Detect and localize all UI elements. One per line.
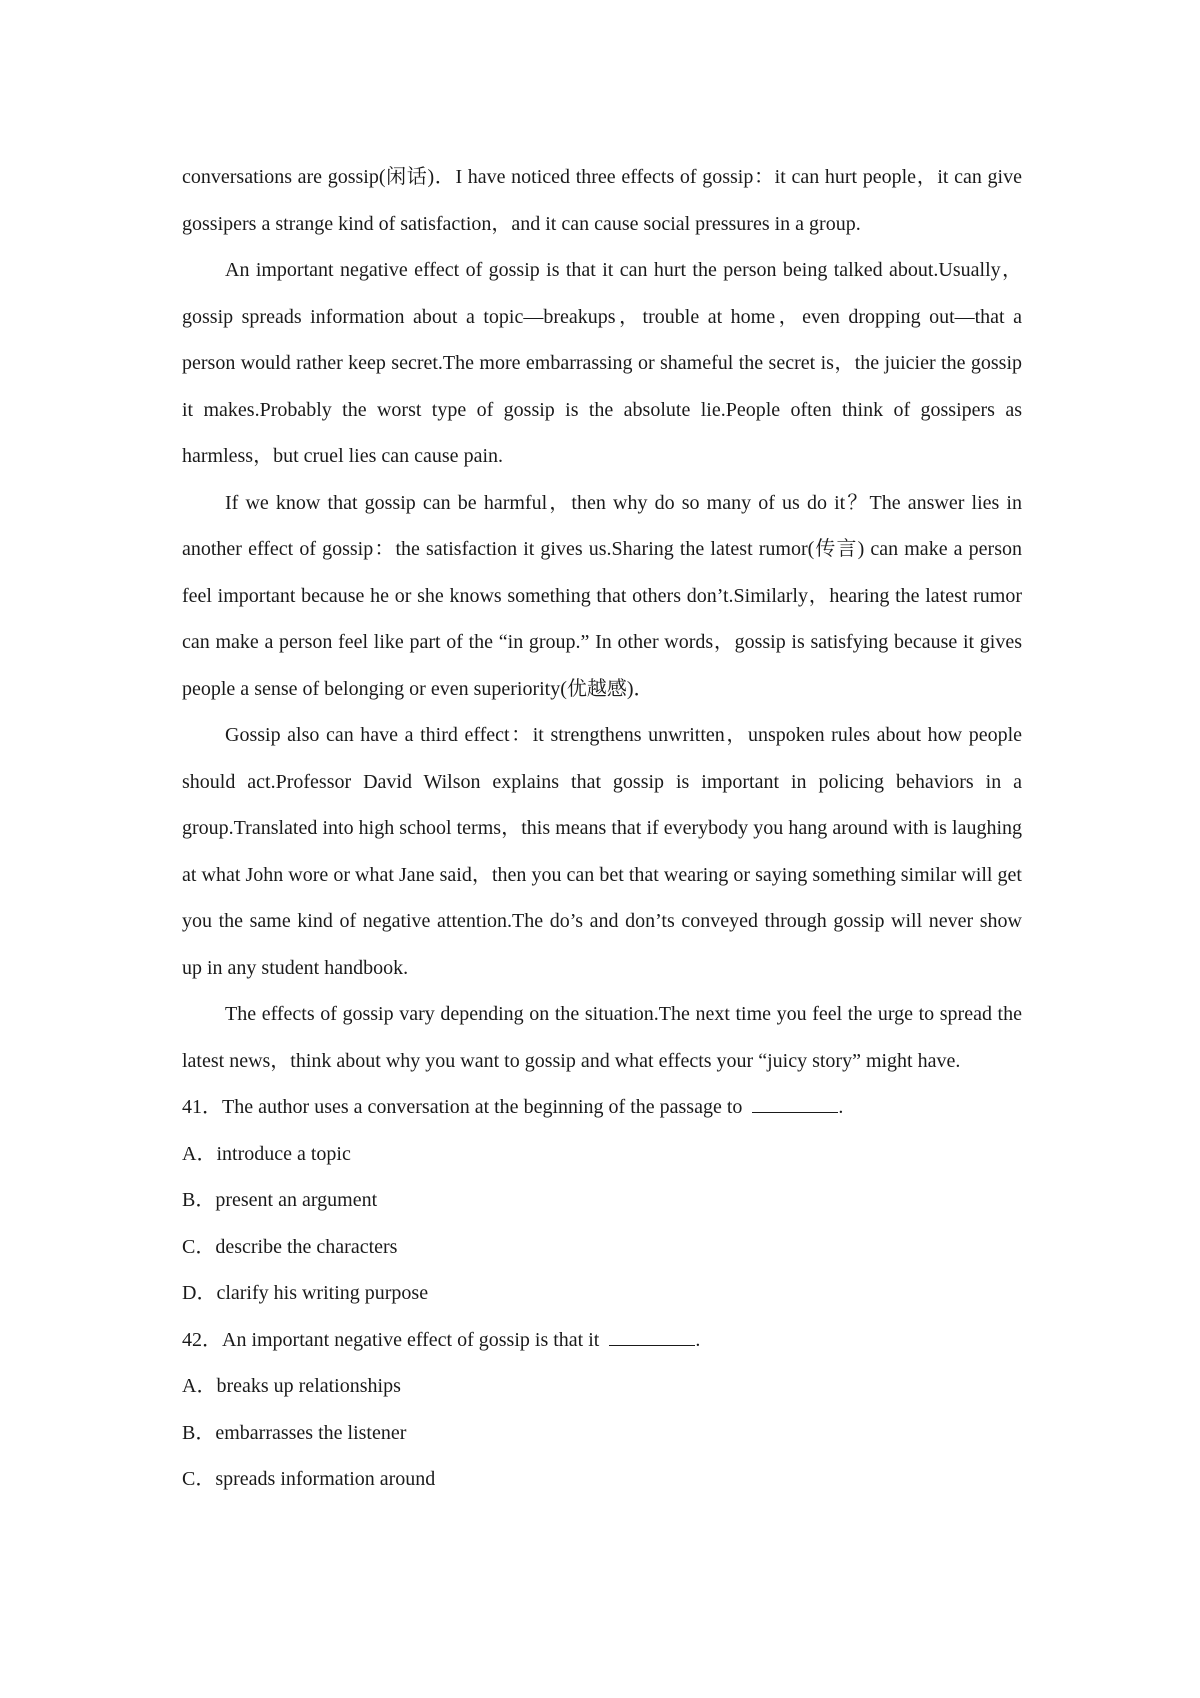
option-letter: D．: [182, 1282, 217, 1304]
question-42-option-a: [182, 1363, 1022, 1410]
question-end: .: [695, 1328, 701, 1351]
question-41-option-b: [182, 1177, 1022, 1224]
question-41: [182, 1084, 1022, 1317]
option-letter: A．: [182, 1142, 217, 1165]
option-text: spreads information around: [215, 1468, 436, 1490]
answer-blank: [752, 1096, 838, 1113]
option-letter: C．: [182, 1468, 216, 1490]
question-text: The author uses a conversation at the beginning of the passage to: [222, 1096, 743, 1118]
question-41-option-d: [182, 1270, 1022, 1317]
question-42-option-b: [182, 1410, 1022, 1457]
option-letter: B．: [182, 1421, 216, 1444]
document-content: [182, 154, 1022, 1503]
question-end: .: [838, 1096, 844, 1118]
option-text: breaks up relationships: [216, 1375, 401, 1397]
passage-paragraph-4: Gossip also can have a third effect：it strengthens unwritten，unspoken rules about how people should act.Professor David Wilson explains that gossip is important in policing behaviors in a group.Translated into high school terms，this means that if everybody you hang around with is laughing at what John wore or what Jane said，then you can bet that wearing or saying something similar will get you the same kind of negative attention.The do’s and don’ts conveyed through gossip will never show up in any student handbook.: [182, 724, 1022, 979]
question-42-stem: [182, 1317, 1022, 1364]
answer-blank: [609, 1329, 695, 1346]
passage-paragraph-2: An important negative effect of gossip is that it can hurt the person being talked about.Usually，gossip spreads information about a topic—breakups，trouble at home，even dropping out—that a person would rather keep secret.The more embarrassing or shameful the secret is，the juicier the gossip it makes.Probably the worst type of gossip is the absolute lie.People often think of gossipers as harmless，but cruel lies can cause pain.: [182, 259, 1022, 467]
option-text: embarrasses the listener: [215, 1421, 407, 1444]
passage-paragraph-1: conversations are gossip(闲话)．I have noticed three effects of gossip：it can hurt people，it can give gossipers a strange kind of satisfaction，and it can cause social pressures in a group.: [182, 166, 1022, 235]
question-text: An important negative effect of gossip is that it: [222, 1328, 600, 1351]
option-letter: C．: [182, 1235, 216, 1258]
option-letter: A．: [182, 1375, 217, 1397]
question-41-option-a: [182, 1131, 1022, 1178]
option-text: introduce a topic: [216, 1142, 351, 1165]
option-text: clarify his writing purpose: [216, 1282, 429, 1304]
option-text: present an argument: [215, 1189, 378, 1211]
question-41-stem: [182, 1084, 1022, 1131]
question-number: 41．: [182, 1096, 222, 1118]
question-42: [182, 1317, 1022, 1503]
question-41-option-c: [182, 1224, 1022, 1271]
option-letter: B．: [182, 1189, 216, 1211]
option-text: describe the characters: [215, 1235, 398, 1258]
passage-paragraph-5: The effects of gossip vary depending on the situation.The next time you feel the urge to spread the latest news，think about why you want to gossip and what effects your “juicy story” might have.: [182, 1003, 1022, 1072]
question-42-option-c: [182, 1456, 1022, 1503]
passage-paragraph-3: If we know that gossip can be harmful，then why do so many of us do it？The answer lies in another effect of gossip：the satisfaction it gives us.Sharing the latest rumor(传言) can make a person feel important because he or she knows something that others don’t.Similarly，hearing the latest rumor can make a person feel like part of the “in group.” In other words，gossip is satisfying because it gives people a sense of belonging or even superiority(优越感)．: [182, 491, 1022, 700]
question-number: 42．: [182, 1328, 222, 1351]
